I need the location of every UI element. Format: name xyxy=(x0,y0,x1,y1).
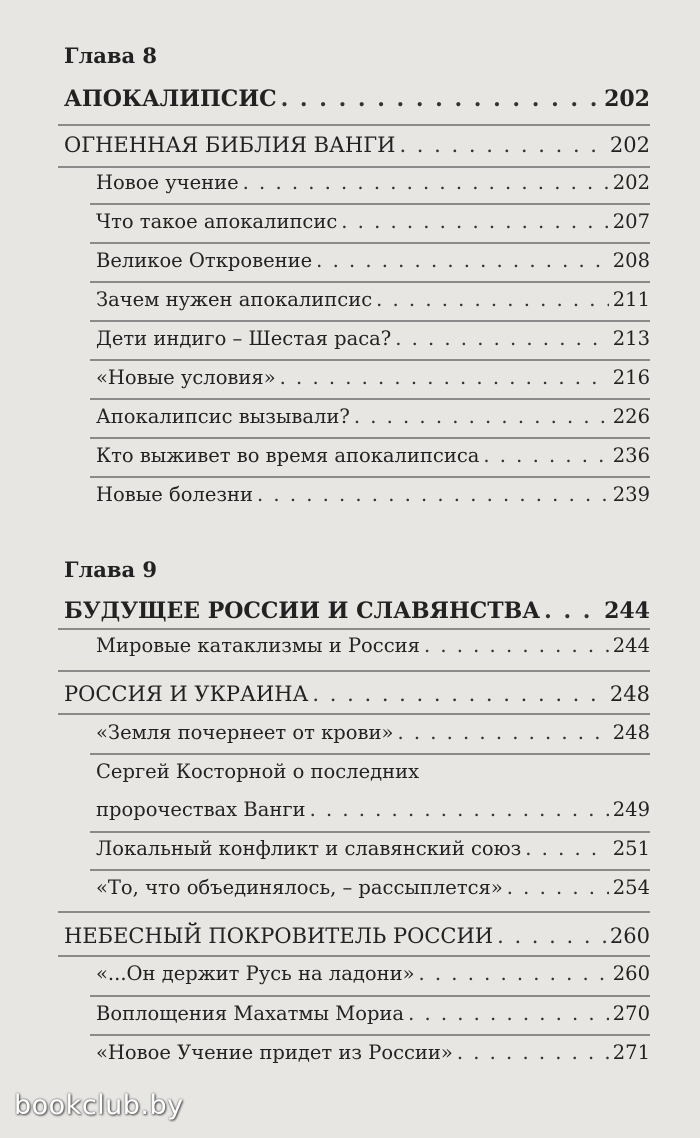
toc-entry-chapter-8-title[interactable] xyxy=(64,86,650,116)
leader-dots xyxy=(243,171,609,194)
toc-entry-label: «Новые условия» xyxy=(96,366,276,389)
toc-entry-label: Великое Откровение xyxy=(96,249,313,272)
toc-entry[interactable] xyxy=(96,483,650,513)
leader-dots xyxy=(399,133,605,157)
divider xyxy=(90,437,650,439)
leader-dots xyxy=(312,682,605,706)
toc-entry-page: 249 xyxy=(612,798,650,821)
toc-entry[interactable] xyxy=(96,962,650,992)
toc-entry[interactable] xyxy=(96,444,650,474)
toc-entry-page: 260 xyxy=(612,962,650,985)
divider xyxy=(90,476,650,478)
leader-dots xyxy=(310,798,609,821)
divider xyxy=(90,203,650,205)
leader-dots xyxy=(507,876,609,899)
toc-entry-page: 244 xyxy=(612,634,650,657)
toc-entry-label: «То, что объединялось, – рассыплется» xyxy=(96,876,503,899)
toc-entry[interactable] xyxy=(96,288,650,318)
toc-entry[interactable] xyxy=(96,171,650,201)
chapter-8-heading: Глава 8 xyxy=(64,43,158,68)
toc-entry[interactable] xyxy=(96,1041,650,1071)
toc-entry[interactable] xyxy=(96,721,650,751)
leader-dots xyxy=(497,924,606,948)
watermark: bookclub.by xyxy=(14,1090,184,1121)
toc-entry-label: «Новое Учение придет из России» xyxy=(96,1041,453,1064)
toc-entry-section[interactable] xyxy=(64,682,650,712)
toc-entry-page: 202 xyxy=(609,133,650,157)
leader-dots xyxy=(395,327,609,350)
toc-entry[interactable] xyxy=(96,1002,650,1032)
toc-entry[interactable] xyxy=(96,634,650,664)
divider xyxy=(58,670,650,672)
chapter-9-heading: Глава 9 xyxy=(64,557,158,582)
divider xyxy=(90,281,650,283)
toc-entry-page: 260 xyxy=(609,924,650,948)
leader-dots xyxy=(316,249,609,272)
toc-entry[interactable] xyxy=(96,876,650,906)
divider xyxy=(90,398,650,400)
toc-entry-line-1[interactable]: Сергей Косторной о последних xyxy=(96,760,420,783)
toc-entry-page: 226 xyxy=(612,405,650,428)
leader-dots xyxy=(483,444,608,467)
leader-dots xyxy=(397,721,608,744)
toc-entry[interactable] xyxy=(96,798,650,828)
divider xyxy=(58,166,650,168)
toc-entry-page: 254 xyxy=(612,876,650,899)
toc-entry-page: 239 xyxy=(612,483,650,506)
divider xyxy=(90,995,650,997)
toc-entry-page: 248 xyxy=(609,682,650,706)
divider xyxy=(58,124,650,126)
toc-entry-section[interactable] xyxy=(64,133,650,163)
divider xyxy=(90,359,650,361)
toc-entry[interactable] xyxy=(96,249,650,279)
toc-entry-label: АПОКАЛИПСИС xyxy=(64,86,277,112)
toc-entry-label: РОССИЯ И УКРАИНА xyxy=(64,682,309,706)
toc-entry-label: Локальный конфликт и славянский союз xyxy=(96,837,522,860)
leader-dots xyxy=(525,837,608,860)
divider xyxy=(58,911,650,913)
toc-entry-label: Кто выживет во время апокалипсиса xyxy=(96,444,480,467)
divider xyxy=(90,242,650,244)
toc-entry-label: пророчествах Ванги xyxy=(96,798,306,821)
toc-entry[interactable] xyxy=(96,366,650,396)
divider xyxy=(58,955,650,957)
toc-entry-section[interactable] xyxy=(64,924,650,954)
divider xyxy=(90,1034,650,1036)
leader-dots xyxy=(376,288,609,311)
toc-entry[interactable] xyxy=(96,405,650,435)
toc-entry-label: Воплощения Махатмы Мориа xyxy=(96,1002,405,1025)
leader-dots xyxy=(257,483,609,506)
toc-entry-page: 202 xyxy=(612,171,650,194)
toc-entry-page: 271 xyxy=(612,1041,650,1064)
toc-entry-label: БУДУЩЕЕ РОССИИ И СЛАВЯНСТВА xyxy=(64,598,541,624)
divider xyxy=(58,628,650,630)
toc-entry-page: 236 xyxy=(612,444,650,467)
leader-dots xyxy=(281,86,600,112)
toc-entry[interactable] xyxy=(96,210,650,240)
toc-entry-label: Зачем нужен апокалипсис xyxy=(96,288,373,311)
toc-entry-label: Мировые катаклизмы и Россия xyxy=(96,634,420,657)
toc-entry-page: 207 xyxy=(612,210,650,233)
divider xyxy=(90,320,650,322)
toc-entry-page: 208 xyxy=(612,249,650,272)
toc-entry-page: 270 xyxy=(612,1002,650,1025)
toc-entry-label: Новое учение xyxy=(96,171,239,194)
toc-entry[interactable] xyxy=(96,837,650,867)
leader-dots xyxy=(280,366,609,389)
toc-entry-page: 251 xyxy=(612,837,650,860)
leader-dots xyxy=(424,634,609,657)
toc-entry-label: НЕБЕСНЫЙ ПОКРОВИТЕЛЬ РОССИИ xyxy=(64,924,494,948)
toc-entry-page: 202 xyxy=(604,86,650,112)
leader-dots xyxy=(419,962,609,985)
toc-entry-label: «...Он держит Русь на ладони» xyxy=(96,962,415,985)
toc-entry-label: Новые болезни xyxy=(96,483,254,506)
toc-entry-page: 213 xyxy=(612,327,650,350)
toc-entry-page: 244 xyxy=(604,598,650,624)
leader-dots xyxy=(544,598,600,624)
toc-entry-label: Дети индиго – Шестая раса? xyxy=(96,327,392,350)
toc-entry-label: ОГНЕННАЯ БИБЛИЯ ВАНГИ xyxy=(64,133,396,157)
leader-dots xyxy=(408,1002,609,1025)
divider xyxy=(90,753,650,755)
leader-dots xyxy=(457,1041,609,1064)
toc-entry-label: «Земля почернеет от крови» xyxy=(96,721,394,744)
divider xyxy=(58,713,650,715)
toc-entry[interactable] xyxy=(96,327,650,357)
leader-dots xyxy=(341,210,608,233)
divider xyxy=(90,869,650,871)
divider xyxy=(90,831,650,833)
toc-entry-page: 216 xyxy=(612,366,650,389)
toc-entry-page: 211 xyxy=(612,288,650,311)
toc-entry-page: 248 xyxy=(612,721,650,744)
toc-entry-label: Апокалипсис вызывали? xyxy=(96,405,350,428)
leader-dots xyxy=(354,405,609,428)
toc-entry-chapter-9-title[interactable] xyxy=(64,598,650,628)
toc-entry-label: Что такое апокалипсис xyxy=(96,210,338,233)
